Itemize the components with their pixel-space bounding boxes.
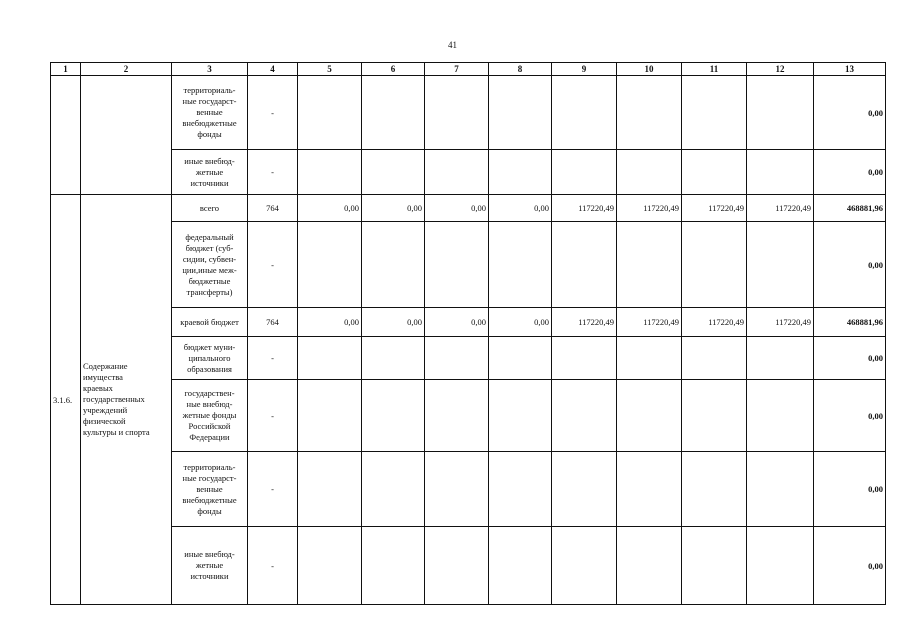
total-cell: 468881,96 (814, 195, 886, 222)
value-cell (747, 452, 814, 527)
value-cell (425, 337, 489, 380)
value-cell: 117220,49 (552, 195, 617, 222)
total-cell: 0,00 (814, 527, 886, 605)
value-cell (489, 150, 552, 195)
header-cell: 9 (552, 63, 617, 76)
funding-source-cell: территориаль- ные государст- венные внебюджетные фонды (172, 76, 248, 150)
funding-source-cell: государствен- ные внебюд- жетные фонды Российской Федерации (172, 380, 248, 452)
value-cell (682, 452, 747, 527)
value-cell (425, 527, 489, 605)
code-cell: - (248, 380, 298, 452)
header-cell: 13 (814, 63, 886, 76)
value-cell (682, 150, 747, 195)
table-row (51, 76, 886, 150)
item-name-cell: Содержание имущества краевых государственных учреждений физической культуры и спорта (81, 195, 172, 605)
total-cell: 0,00 (814, 337, 886, 380)
value-cell (552, 527, 617, 605)
value-cell (489, 380, 552, 452)
value-cell (617, 527, 682, 605)
header-cell: 2 (81, 63, 172, 76)
funding-source-cell: федеральный бюджет (суб- сидии, субвен- ции,иные меж- бюджетные трансферты) (172, 222, 248, 308)
code-cell: - (248, 452, 298, 527)
table-row (51, 195, 886, 222)
table-row (51, 337, 886, 380)
value-cell (425, 76, 489, 150)
value-cell (552, 76, 617, 150)
funding-source-cell: краевой бюджет (172, 308, 248, 337)
value-cell (425, 452, 489, 527)
value-cell (617, 452, 682, 527)
value-cell (298, 222, 362, 308)
value-cell: 0,00 (489, 308, 552, 337)
header-cell: 6 (362, 63, 425, 76)
header-cell: 3 (172, 63, 248, 76)
value-cell (489, 76, 552, 150)
header-cell: 11 (682, 63, 747, 76)
value-cell: 117220,49 (682, 195, 747, 222)
value-cell (298, 76, 362, 150)
value-cell (747, 337, 814, 380)
total-cell: 0,00 (814, 76, 886, 150)
table-row (51, 222, 886, 308)
table-row (51, 308, 886, 337)
value-cell (552, 222, 617, 308)
value-cell (552, 150, 617, 195)
value-cell: 0,00 (425, 195, 489, 222)
value-cell (552, 380, 617, 452)
funding-source-cell: бюджет муни- ципального образования (172, 337, 248, 380)
value-cell: 0,00 (425, 308, 489, 337)
total-cell: 0,00 (814, 452, 886, 527)
value-cell (362, 527, 425, 605)
value-cell: 117220,49 (747, 308, 814, 337)
total-cell: 468881,96 (814, 308, 886, 337)
header-cell: 4 (248, 63, 298, 76)
header-cell: 7 (425, 63, 489, 76)
value-cell (298, 452, 362, 527)
value-cell (617, 337, 682, 380)
value-cell (298, 380, 362, 452)
value-cell (552, 452, 617, 527)
code-cell: - (248, 222, 298, 308)
value-cell (362, 150, 425, 195)
value-cell (489, 452, 552, 527)
value-cell (682, 527, 747, 605)
value-cell (617, 222, 682, 308)
header-cell: 5 (298, 63, 362, 76)
table-row (51, 527, 886, 605)
funding-source-cell: иные внебюд- жетные источники (172, 150, 248, 195)
value-cell (425, 380, 489, 452)
value-cell (682, 380, 747, 452)
total-cell: 0,00 (814, 150, 886, 195)
code-cell: 764 (248, 195, 298, 222)
table-row (51, 150, 886, 195)
code-cell: 764 (248, 308, 298, 337)
value-cell (747, 76, 814, 150)
value-cell: 117220,49 (617, 308, 682, 337)
item-number-cell (51, 76, 81, 195)
value-cell: 0,00 (362, 308, 425, 337)
value-cell (617, 380, 682, 452)
value-cell (362, 76, 425, 150)
code-cell: - (248, 76, 298, 150)
value-cell (362, 452, 425, 527)
funding-source-cell: всего (172, 195, 248, 222)
value-cell (362, 380, 425, 452)
value-cell: 117220,49 (682, 308, 747, 337)
value-cell: 0,00 (298, 308, 362, 337)
value-cell (489, 222, 552, 308)
code-cell: - (248, 527, 298, 605)
value-cell: 0,00 (362, 195, 425, 222)
value-cell (617, 150, 682, 195)
value-cell: 117220,49 (552, 308, 617, 337)
value-cell: 0,00 (298, 195, 362, 222)
value-cell: 117220,49 (617, 195, 682, 222)
value-cell (425, 222, 489, 308)
value-cell (298, 150, 362, 195)
total-cell: 0,00 (814, 380, 886, 452)
value-cell (747, 527, 814, 605)
funding-source-cell: территориаль- ные государст- венные внебюджетные фонды (172, 452, 248, 527)
value-cell (425, 150, 489, 195)
page-number: 41 (448, 40, 457, 50)
item-name-cell (81, 76, 172, 195)
value-cell (552, 337, 617, 380)
value-cell (489, 527, 552, 605)
value-cell (298, 337, 362, 380)
table-row (51, 380, 886, 452)
table-row (51, 452, 886, 527)
value-cell: 0,00 (489, 195, 552, 222)
value-cell (747, 150, 814, 195)
header-cell: 10 (617, 63, 682, 76)
value-cell: 117220,49 (747, 195, 814, 222)
header-cell: 1 (51, 63, 81, 76)
value-cell (362, 222, 425, 308)
value-cell (298, 527, 362, 605)
budget-table (50, 62, 886, 605)
code-cell: - (248, 150, 298, 195)
header-cell: 12 (747, 63, 814, 76)
value-cell (682, 222, 747, 308)
value-cell (747, 380, 814, 452)
value-cell (362, 337, 425, 380)
total-cell: 0,00 (814, 222, 886, 308)
funding-source-cell: иные внебюд- жетные источники (172, 527, 248, 605)
value-cell (682, 337, 747, 380)
value-cell (617, 76, 682, 150)
header-row (51, 63, 886, 76)
header-cell: 8 (489, 63, 552, 76)
value-cell (747, 222, 814, 308)
code-cell: - (248, 337, 298, 380)
item-number-cell: 3.1.6. (51, 195, 81, 605)
value-cell (489, 337, 552, 380)
value-cell (682, 76, 747, 150)
